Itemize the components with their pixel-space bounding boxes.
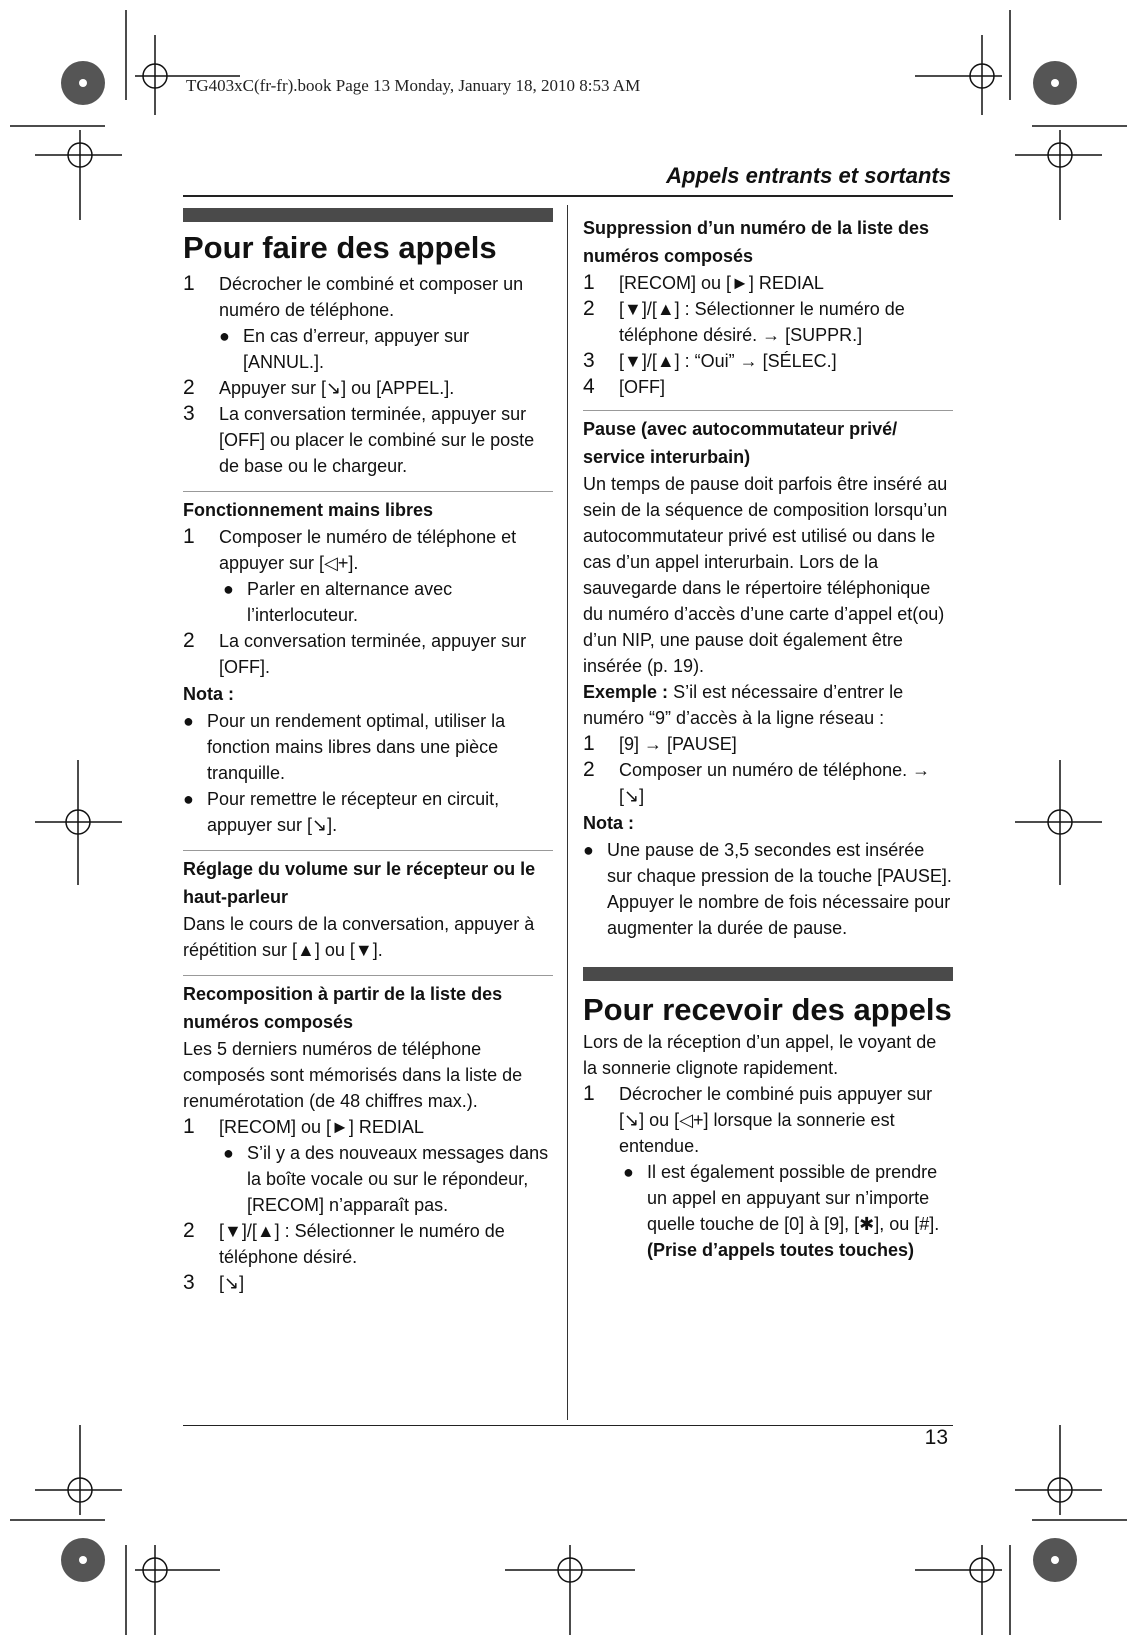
divider xyxy=(183,975,553,976)
redial-text: Les 5 derniers numéros de téléphone composés sont mémorisés dans la liste de renumérotation (de 48 chiffres max.). xyxy=(183,1039,523,1111)
list-item: 4 [OFF] xyxy=(583,375,665,398)
pause-text: Un temps de pause doit parfois être inséré au sein de la séquence de composition lorsqu’un autocommutateur privé est utilisé ou dans le cas d’un appel interurbain. Lors de la sauvegarde dans le répertoire téléphonique du numéro d’accès d’une carte d’appel et(ou) d’un NIP, une pause doit également être insérée (p. 19). xyxy=(583,474,948,676)
list-item: 3 [▼]/[▲] : “Oui” → [SÉLEC.] xyxy=(583,349,837,372)
list-item: ● Pour un rendement optimal, utiliser la fonction mains libres dans une pièce tranquille. xyxy=(183,711,506,783)
list-item: ● En cas d’erreur, appuyer sur [ANNUL.]. xyxy=(219,326,470,372)
list-item: 2 La conversation terminée, appuyer sur [OFF]. xyxy=(183,629,527,677)
column-divider xyxy=(567,205,568,1420)
list-item: ● Il est également possible de prendre un appel en appuyant sur n’importe quelle touche de [0] à [9], [✱], ou [#]. (Prise d’appels toutes touches) xyxy=(623,1162,940,1260)
list-item: 1 Décrocher le combiné puis appuyer sur [↘] ou [◁+] lorsque la sonnerie est entendue. xyxy=(583,1082,933,1156)
list-item: ● Pour remettre le récepteur en circuit, appuyer sur [↘]. xyxy=(183,789,500,835)
left-column xyxy=(183,229,553,1296)
list-item: 2 [▼]/[▲] : Sélectionner le numéro de téléphone désiré. xyxy=(183,1219,505,1267)
print-line: TG403xC(fr-fr).book Page 13 Monday, January 18, 2010 8:53 AM xyxy=(186,76,641,95)
list-item: ● Parler en alternance avec l’interlocuteur. xyxy=(223,579,453,625)
list-item: ● Une pause de 3,5 secondes est insérée sur chaque pression de la touche [PAUSE]. Appuyer le nombre de fois nécessaire pour augmenter la durée de pause. xyxy=(583,840,952,938)
subheading-volume: Réglage du volume sur le récepteur ou le haut-parleur xyxy=(183,859,536,907)
divider xyxy=(583,410,953,411)
list-item: 2 Appuyer sur [↘] ou [APPEL.]. xyxy=(183,376,455,399)
section-header: Appels entrants et sortants xyxy=(666,163,951,188)
list-item: 1 Décrocher le combiné et composer un numéro de téléphone. xyxy=(183,272,524,320)
list-item: ● S’il y a des nouveaux messages dans la boîte vocale ou sur le répondeur, [RECOM] n’apparaît pas. xyxy=(223,1143,549,1215)
title-bar xyxy=(583,967,953,981)
receive-text: Lors de la réception d’un appel, le voyant de la sonnerie clignote rapidement. xyxy=(583,1032,937,1078)
page-title: Pour faire des appels xyxy=(183,230,497,265)
header-rule xyxy=(183,195,953,197)
title-bar xyxy=(183,208,553,222)
list-item: 3 [↘] xyxy=(183,1271,245,1294)
right-column xyxy=(583,214,953,1263)
subheading-delete: Suppression d’un numéro de la liste des numéros composés xyxy=(583,218,930,266)
divider xyxy=(183,491,553,492)
list-item: 1 [9] → [PAUSE] xyxy=(583,732,737,755)
subheading-redial: Recomposition à partir de la liste des numéros composés xyxy=(183,984,503,1032)
nota-label: Nota : xyxy=(583,813,634,833)
nota-label: Nota : xyxy=(183,684,234,704)
list-item: 1 Composer le numéro de téléphone et appuyer sur [◁+]. xyxy=(183,525,517,573)
list-item: 1 [RECOM] ou [►] REDIAL xyxy=(583,271,824,294)
list-item: 3 La conversation terminée, appuyer sur [OFF] ou placer le combiné sur le poste de base ou le chargeur. xyxy=(183,402,535,476)
footer-rule xyxy=(183,1425,953,1426)
receive-title: Pour recevoir des appels xyxy=(583,992,952,1027)
list-item: 2 Composer un numéro de téléphone. → [↘] xyxy=(583,758,931,806)
list-item: 1 [RECOM] ou [►] REDIAL xyxy=(183,1115,424,1138)
volume-text: Dans le cours de la conversation, appuyer à répétition sur [▲] ou [▼]. xyxy=(183,914,535,960)
subheading-handsfree: Fonctionnement mains libres xyxy=(183,500,434,520)
divider xyxy=(183,850,553,851)
example-paragraph: Exemple : S’il est nécessaire d’entrer le numéro “9” d’accès à la ligne réseau : xyxy=(583,682,904,728)
page-number: 13 xyxy=(924,1426,948,1449)
list-item: 2 [▼]/[▲] : Sélectionner le numéro de téléphone désiré. → [SUPPR.] xyxy=(583,297,905,345)
subheading-pause: Pause (avec autocommutateur privé/ service interurbain) xyxy=(583,419,898,467)
